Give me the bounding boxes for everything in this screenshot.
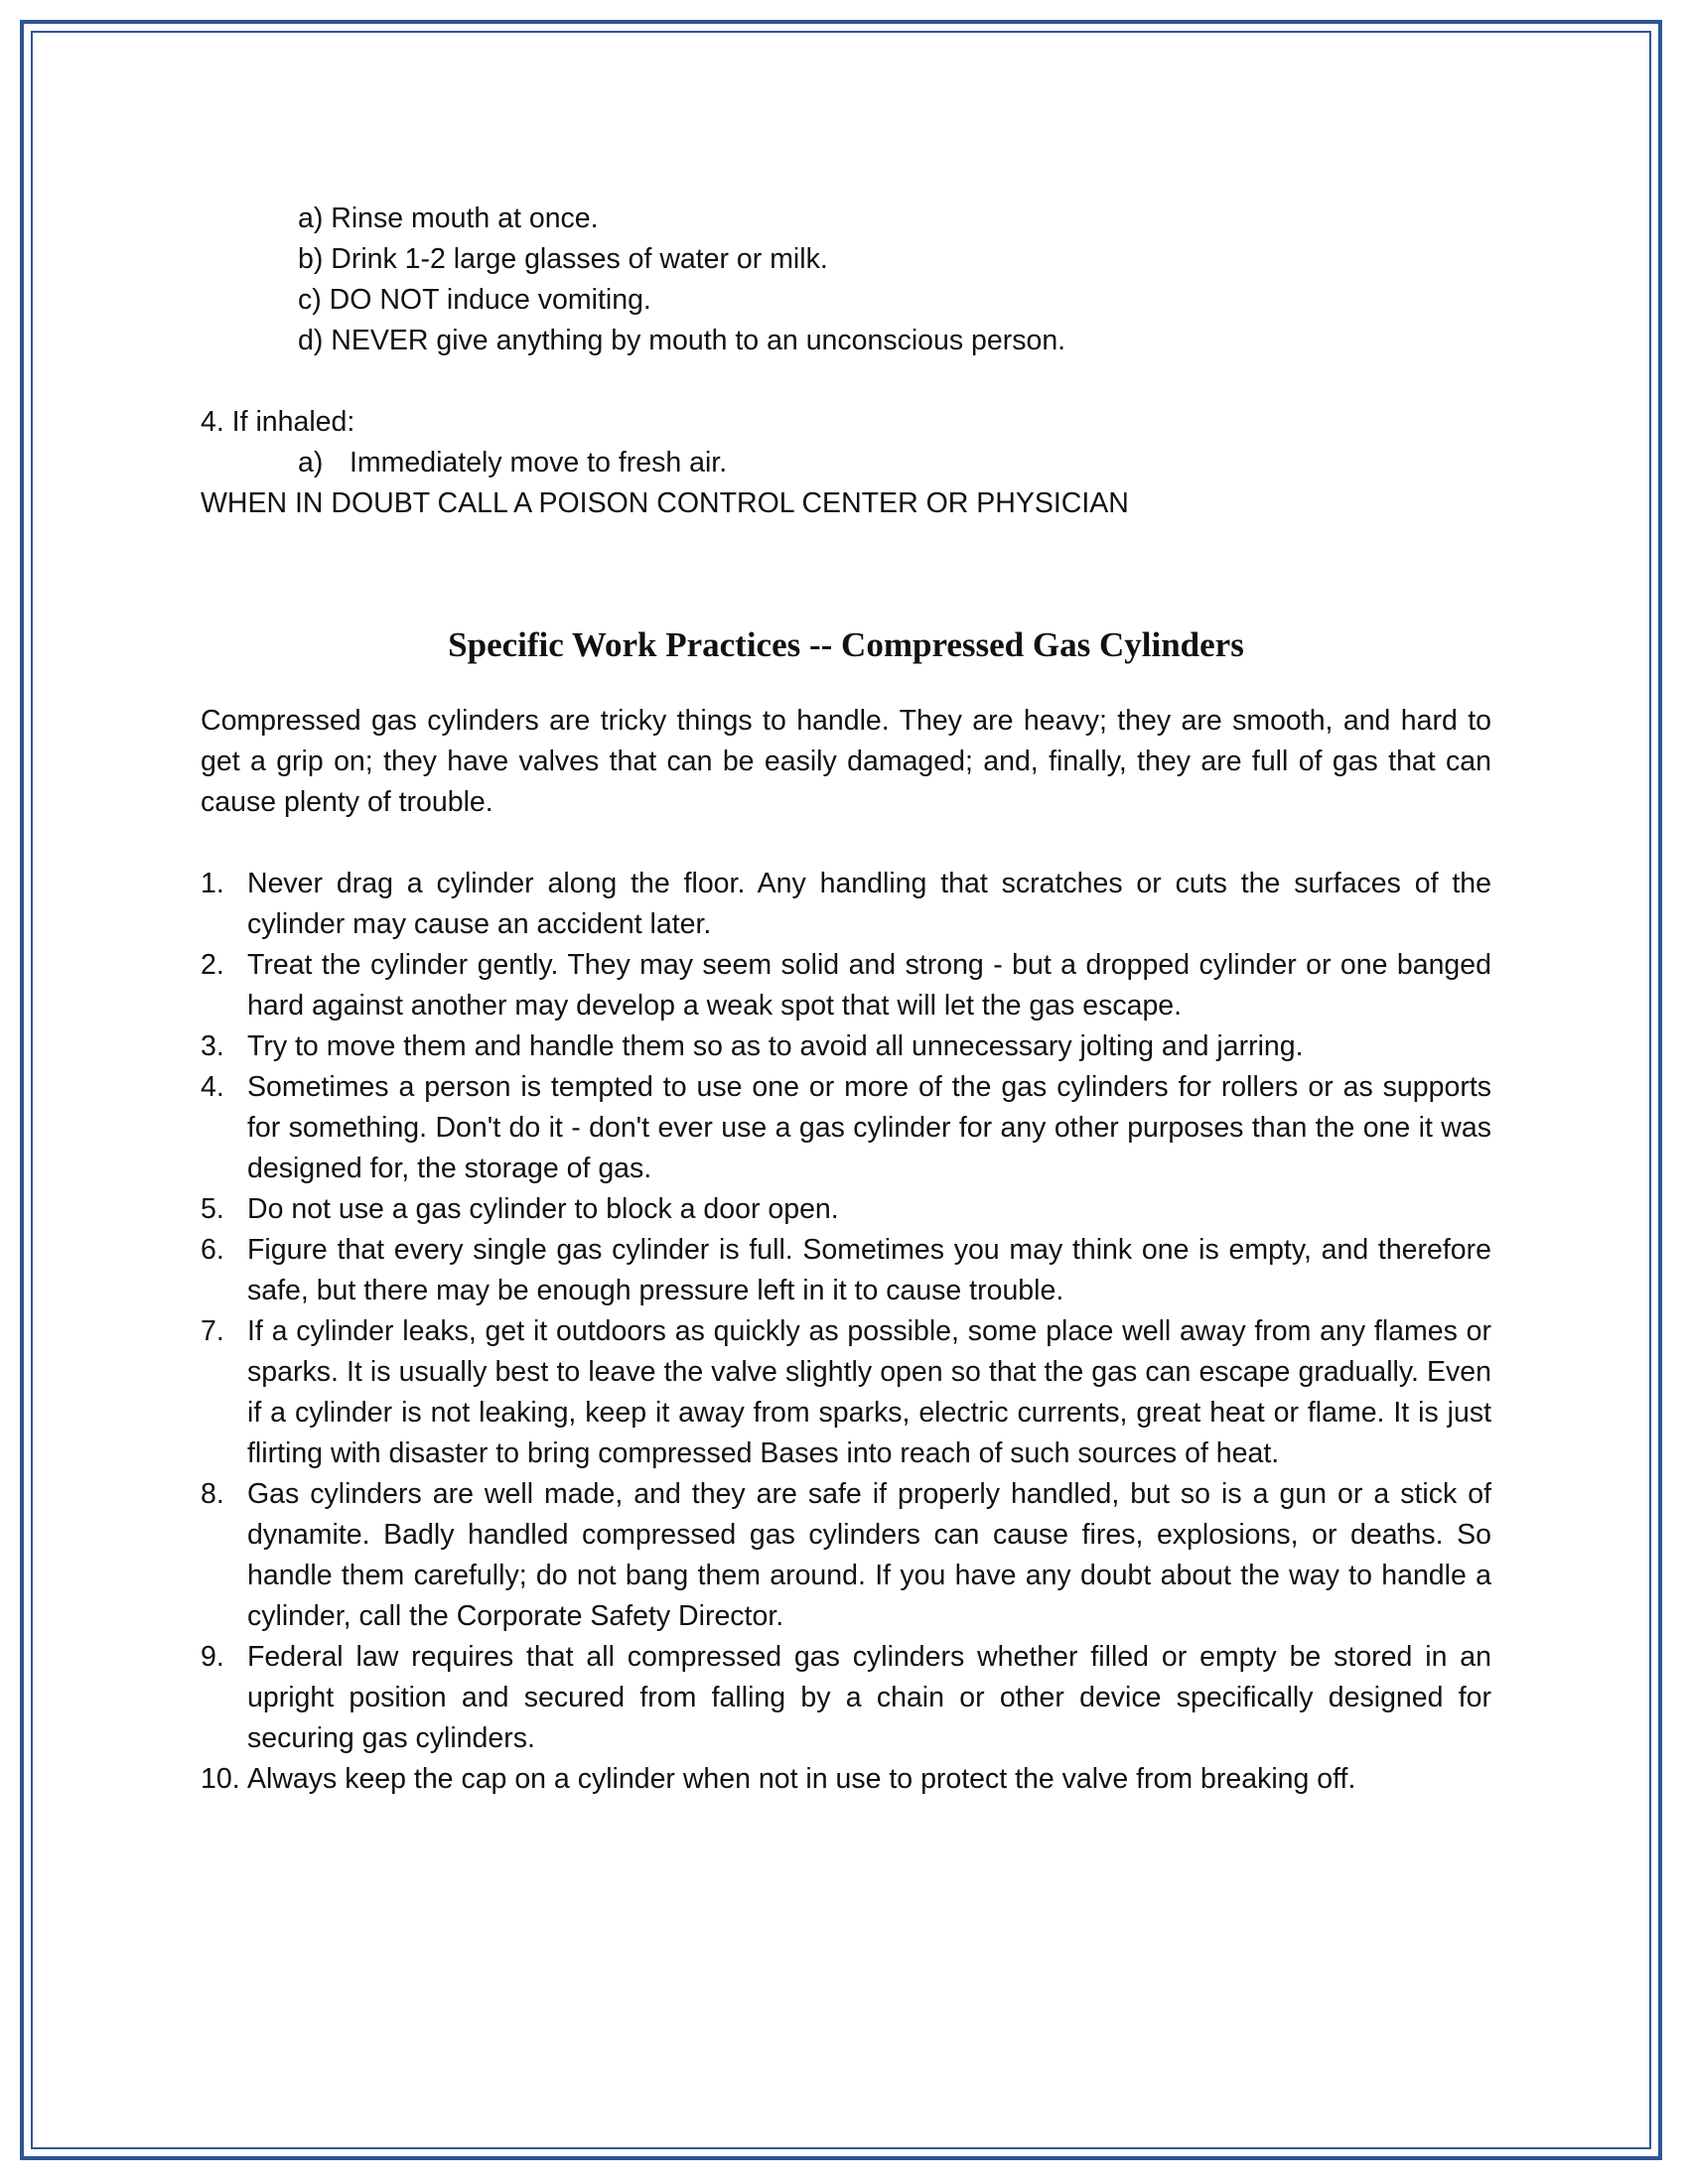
spacer [201,361,1491,402]
list-item-text: Treat the cylinder gently. They may seem solid and strong - but a dropped cylinder or one banged hard against another may develop a weak spot that will let the gas escape. [247,949,1491,1022]
section-title: Specific Work Practices -- Compressed Gas Cylinders [448,625,1244,664]
list-item-text: If a cylinder leaks, get it outdoors as quickly as possible, some place well away from any flames or sparks. It is usually best to leave the valve slightly open so that the gas can escape gradually. Even if a cylinder is not leaking, keep it away from sparks, electric currents, great heat or flame. It is just flirting with disaster to bring compressed Bases into reach of such sources of heat. [247,1315,1491,1469]
list-item-number: 7. [201,1315,224,1347]
list-item [201,1230,1491,1311]
list-item [201,864,1491,945]
swallowed-step-c: c) DO NOT induce vomiting. [298,284,651,316]
list-item-number: 4. [201,1071,224,1103]
list-item-text: Try to move them and handle them so as to avoid all unnecessary jolting and jarring. [247,1030,1304,1062]
list-item-number: 1. [201,868,224,899]
practices-list [201,864,1491,1800]
list-item-number: 3. [201,1030,224,1062]
section-intro: Compressed gas cylinders are tricky things to handle. They are heavy; they are smooth, and hard to get a grip on; they have valves that can be easily damaged; and, finally, they are full of gas that can cause plenty of trouble. [201,705,1491,818]
poison-control-warning: WHEN IN DOUBT CALL A POISON CONTROL CENTER OR PHYSICIAN [201,487,1129,519]
list-item-text: Do not use a gas cylinder to block a door open. [247,1193,839,1225]
list-item-number: 8. [201,1478,224,1510]
list-item-number: 5. [201,1193,224,1225]
swallowed-step-b: b) Drink 1-2 large glasses of water or milk. [298,243,828,275]
swallowed-step-a: a) Rinse mouth at once. [298,203,599,234]
list-item-text: Never drag a cylinder along the floor. Any handling that scratches or cuts the surfaces of the cylinder may cause an accident later. [247,868,1491,940]
list-item [201,945,1491,1026]
swallowed-step-d: d) NEVER give anything by mouth to an unconscious person. [298,325,1066,356]
list-item [201,1637,1491,1759]
list-item-text: Gas cylinders are well made, and they are safe if properly handled, but so is a gun or a stick of dynamite. Badly handled compressed gas cylinders can cause fires, explosions, or deaths. So handle them carefully; do not bang them around. If you have any doubt about the way to handle a cylinder, call the Corporate Safety Director. [247,1478,1491,1632]
list-item [201,1026,1491,1067]
list-item-text: Always keep the cap on a cylinder when not in use to protect the valve from breaking off. [247,1763,1356,1795]
document-body [201,199,1491,1800]
list-item-number: 9. [201,1641,224,1673]
list-item-text: Sometimes a person is tempted to use one or more of the gas cylinders for rollers or as supports for something. Don't do it - don't ever use a gas cylinder for any other purposes than the one it was designed for, the storage of gas. [247,1071,1491,1184]
inhaled-step-a [201,443,1491,483]
list-item [201,1474,1491,1637]
inhaled-heading: 4. If inhaled: [201,406,355,438]
inhaled-step-text: Immediately move to fresh air. [350,447,728,478]
list-item [201,1311,1491,1474]
list-item-number: 10. [201,1763,240,1795]
list-item-number: 2. [201,949,224,981]
spacer [201,524,1491,623]
list-item-text: Figure that every single gas cylinder is full. Sometimes you may think one is empty, and therefore safe, but there may be enough pressure left in it to cause trouble. [247,1234,1491,1306]
list-item [201,1759,1491,1800]
list-item-text: Federal law requires that all compressed gas cylinders whether filled or empty be stored in an upright position and secured from falling by a chain or other device specifically designed for securing gas cylinders. [247,1641,1491,1754]
list-item [201,1189,1491,1230]
inhaled-step-label: a) [298,447,324,478]
list-item [201,1067,1491,1189]
list-item-number: 6. [201,1234,224,1266]
